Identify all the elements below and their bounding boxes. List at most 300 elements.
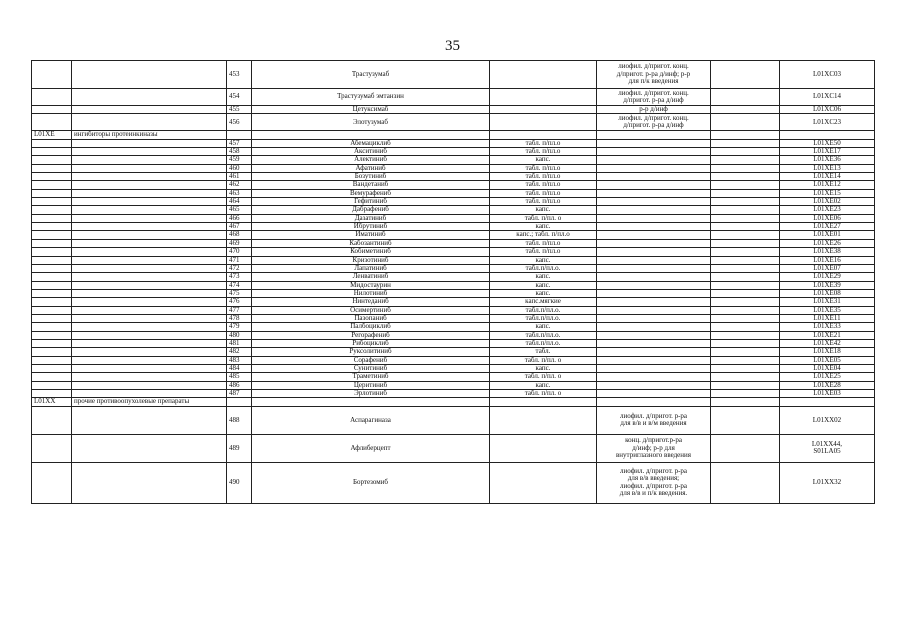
drug-name: Дабрафениб bbox=[252, 206, 490, 214]
dosage-form bbox=[490, 114, 597, 131]
drug-name: Иматиниб bbox=[252, 231, 490, 239]
group-cell bbox=[72, 306, 227, 314]
group-row bbox=[32, 398, 875, 406]
group-cell bbox=[72, 106, 227, 114]
drug-name: Палбоциклиб bbox=[252, 323, 490, 331]
atc-code: L01XE23 bbox=[780, 206, 875, 214]
dosage-form-detail bbox=[597, 462, 711, 503]
code-cell bbox=[32, 264, 72, 272]
table-row bbox=[32, 298, 875, 306]
table-row bbox=[32, 189, 875, 197]
group-cell bbox=[72, 314, 227, 322]
dosage-form-detail bbox=[597, 281, 711, 289]
drug-table bbox=[31, 60, 875, 504]
code-cell bbox=[32, 198, 72, 206]
code-cell bbox=[32, 223, 72, 231]
table-row bbox=[32, 173, 875, 181]
table-row bbox=[32, 164, 875, 172]
cell-line: для в/в введения; bbox=[627, 474, 680, 483]
dosage-form: табл.п/пл.о. bbox=[490, 264, 597, 272]
dosage-form: табл. п/пл. о bbox=[490, 373, 597, 381]
drug-name: Ибрутиниб bbox=[252, 223, 490, 231]
cell-line: лиофил. д/пригот. конц. bbox=[618, 114, 689, 122]
table-row bbox=[32, 306, 875, 314]
row-number: 472 bbox=[227, 264, 252, 272]
dosage-form-detail bbox=[597, 356, 711, 364]
row-number: 468 bbox=[227, 231, 252, 239]
empty-cell bbox=[711, 181, 780, 189]
atc-code: L01XE21 bbox=[780, 331, 875, 339]
empty-cell bbox=[711, 173, 780, 181]
drug-name: Эрлотиниб bbox=[252, 390, 490, 398]
code-cell bbox=[32, 206, 72, 214]
atc-code: L01XE04 bbox=[780, 364, 875, 372]
dosage-form-detail bbox=[597, 189, 711, 197]
group-cell bbox=[72, 223, 227, 231]
row-number: 490 bbox=[227, 462, 252, 503]
empty-cell bbox=[711, 462, 780, 503]
code-cell bbox=[32, 306, 72, 314]
dosage-form: капс. bbox=[490, 223, 597, 231]
dosage-form-detail bbox=[597, 298, 711, 306]
group-cell bbox=[72, 89, 227, 106]
row-number: 470 bbox=[227, 248, 252, 256]
dosage-form: табл.п/пл.о. bbox=[490, 339, 597, 347]
code-cell bbox=[32, 298, 72, 306]
empty-cell bbox=[711, 131, 780, 139]
row-number: 469 bbox=[227, 239, 252, 247]
drug-name: Сунитиниб bbox=[252, 364, 490, 372]
dosage-form bbox=[490, 406, 597, 434]
dosage-form: капс.мягкие bbox=[490, 298, 597, 306]
dosage-form-detail bbox=[597, 331, 711, 339]
dosage-form-detail bbox=[597, 348, 711, 356]
row-number: 456 bbox=[227, 114, 252, 131]
group-cell bbox=[72, 273, 227, 281]
drug-name: Акситиниб bbox=[252, 148, 490, 156]
code-cell bbox=[32, 406, 72, 434]
row-number: 458 bbox=[227, 148, 252, 156]
drug-name: Элотузумаб bbox=[252, 114, 490, 131]
atc-code: L01XE50 bbox=[780, 139, 875, 147]
drug-name: Вандетаниб bbox=[252, 181, 490, 189]
dosage-form: табл. п/пл.о bbox=[490, 139, 597, 147]
cell-line: д/инф; р-р для bbox=[632, 443, 675, 452]
group-cell bbox=[72, 434, 227, 462]
dosage-form-detail bbox=[597, 273, 711, 281]
dosage-form-detail bbox=[597, 289, 711, 297]
empty-cell bbox=[711, 273, 780, 281]
dosage-form-detail bbox=[597, 256, 711, 264]
row-number: 474 bbox=[227, 281, 252, 289]
group-cell bbox=[72, 181, 227, 189]
code-cell bbox=[32, 381, 72, 389]
table-row bbox=[32, 61, 875, 89]
atc-code: L01XE06 bbox=[780, 214, 875, 222]
table-row bbox=[32, 289, 875, 297]
code-cell bbox=[32, 139, 72, 147]
cell-line: для в/в и п/к введения. bbox=[619, 489, 688, 498]
cell-line: лиофил. д/пригот. конц. bbox=[618, 88, 689, 97]
row-number: 479 bbox=[227, 323, 252, 331]
drug-name: Церитиниб bbox=[252, 381, 490, 389]
atc-code: L01XE16 bbox=[780, 256, 875, 264]
empty-cell bbox=[490, 131, 597, 139]
group-cell bbox=[72, 198, 227, 206]
dosage-form-detail bbox=[597, 148, 711, 156]
group-cell bbox=[72, 173, 227, 181]
empty-cell bbox=[711, 306, 780, 314]
table-row bbox=[32, 206, 875, 214]
dosage-form-detail bbox=[597, 173, 711, 181]
dosage-form-detail bbox=[597, 390, 711, 398]
empty-cell bbox=[711, 339, 780, 347]
dosage-form-detail bbox=[597, 323, 711, 331]
atc-code: L01XC23 bbox=[780, 114, 875, 131]
empty-cell bbox=[711, 156, 780, 164]
table-row bbox=[32, 198, 875, 206]
atc-code: L01XE14 bbox=[780, 173, 875, 181]
dosage-form-detail bbox=[597, 339, 711, 347]
empty-cell bbox=[227, 131, 252, 139]
atc-code: L01XE02 bbox=[780, 198, 875, 206]
dosage-form: табл. п/пл. о bbox=[490, 214, 597, 222]
table-row bbox=[32, 239, 875, 247]
group-cell bbox=[72, 231, 227, 239]
table-row bbox=[32, 148, 875, 156]
table-row bbox=[32, 323, 875, 331]
empty-cell bbox=[711, 434, 780, 462]
drug-name: Бозутиниб bbox=[252, 173, 490, 181]
code-cell bbox=[32, 364, 72, 372]
group-cell bbox=[72, 239, 227, 247]
group-cell bbox=[72, 462, 227, 503]
drug-name: Осимертиниб bbox=[252, 306, 490, 314]
atc-code: L01XE28 bbox=[780, 381, 875, 389]
empty-cell bbox=[711, 239, 780, 247]
code-cell bbox=[32, 231, 72, 239]
group-cell bbox=[72, 256, 227, 264]
atc-code: L01XE36 bbox=[780, 156, 875, 164]
drug-name: Кобиметиниб bbox=[252, 248, 490, 256]
table-row bbox=[32, 89, 875, 106]
empty-cell bbox=[711, 356, 780, 364]
code-cell bbox=[32, 331, 72, 339]
dosage-form: капс. bbox=[490, 273, 597, 281]
dosage-form-detail bbox=[597, 156, 711, 164]
row-number: 473 bbox=[227, 273, 252, 281]
atc-code: L01XX32 bbox=[780, 462, 875, 503]
dosage-form: табл. п/пл. о bbox=[490, 390, 597, 398]
drug-name: Афатиниб bbox=[252, 164, 490, 172]
drug-name: Мидостаурин bbox=[252, 281, 490, 289]
row-number: 463 bbox=[227, 189, 252, 197]
dosage-form: табл. п/пл.о bbox=[490, 181, 597, 189]
empty-cell bbox=[711, 61, 780, 89]
atc-code bbox=[780, 434, 875, 462]
atc-line: S01LA05 bbox=[813, 447, 841, 456]
empty-cell bbox=[711, 406, 780, 434]
group-cell bbox=[72, 61, 227, 89]
group-cell bbox=[72, 323, 227, 331]
empty-cell bbox=[711, 189, 780, 197]
table-row bbox=[32, 314, 875, 322]
empty-cell bbox=[711, 89, 780, 106]
dosage-form: капс. bbox=[490, 156, 597, 164]
atc-code: L01XE11 bbox=[780, 314, 875, 322]
group-cell bbox=[72, 289, 227, 297]
group-cell bbox=[72, 156, 227, 164]
atc-code: L01XE15 bbox=[780, 189, 875, 197]
empty-cell bbox=[711, 114, 780, 131]
cell-line: лиофил. д/пригот. конц. bbox=[618, 62, 689, 71]
cell-line: внутриглазного введения bbox=[616, 450, 691, 459]
row-number: 480 bbox=[227, 331, 252, 339]
atc-code: L01XC14 bbox=[780, 89, 875, 106]
table-row bbox=[32, 114, 875, 131]
row-number: 467 bbox=[227, 223, 252, 231]
empty-cell bbox=[711, 198, 780, 206]
dosage-form-detail bbox=[597, 406, 711, 434]
group-cell bbox=[72, 281, 227, 289]
table-row bbox=[32, 156, 875, 164]
drug-name: Кризотиниб bbox=[252, 256, 490, 264]
dosage-form-detail bbox=[597, 61, 711, 89]
dosage-form-detail bbox=[597, 114, 711, 131]
page-number: 35 bbox=[445, 38, 460, 54]
atc-code: L01XE25 bbox=[780, 373, 875, 381]
atc-code: L01XX02 bbox=[780, 406, 875, 434]
code-cell bbox=[32, 339, 72, 347]
empty-cell bbox=[711, 248, 780, 256]
dosage-form: капс. bbox=[490, 289, 597, 297]
cell-line: для в/в и в/м введения bbox=[620, 419, 687, 428]
empty-cell bbox=[780, 398, 875, 406]
row-number: 475 bbox=[227, 289, 252, 297]
group-row bbox=[32, 131, 875, 139]
atc-code: L01XE38 bbox=[780, 248, 875, 256]
row-number: 485 bbox=[227, 373, 252, 381]
atc-code: L01XE13 bbox=[780, 164, 875, 172]
atc-code: L01XE12 bbox=[780, 181, 875, 189]
empty-cell bbox=[711, 373, 780, 381]
code-cell bbox=[32, 373, 72, 381]
cell-line: для п/к введения bbox=[628, 77, 679, 86]
row-number: 453 bbox=[227, 61, 252, 89]
table-row bbox=[32, 256, 875, 264]
drug-name: Бортезомиб bbox=[252, 462, 490, 503]
empty-cell bbox=[711, 164, 780, 172]
row-number: 465 bbox=[227, 206, 252, 214]
drug-name: Алектиниб bbox=[252, 156, 490, 164]
group-cell bbox=[72, 356, 227, 364]
drug-name: Нилотиниб bbox=[252, 289, 490, 297]
code-cell bbox=[32, 181, 72, 189]
code-cell bbox=[32, 173, 72, 181]
empty-cell bbox=[711, 139, 780, 147]
table-row bbox=[32, 381, 875, 389]
table-row bbox=[32, 106, 875, 114]
dosage-form-detail bbox=[597, 306, 711, 314]
code-cell bbox=[32, 239, 72, 247]
table-row bbox=[32, 434, 875, 462]
group-cell bbox=[72, 164, 227, 172]
empty-cell bbox=[490, 398, 597, 406]
group-title: прочие противоопухолевые препараты bbox=[72, 398, 227, 406]
code-cell bbox=[32, 323, 72, 331]
group-cell bbox=[72, 381, 227, 389]
dosage-form bbox=[490, 106, 597, 114]
empty-cell bbox=[711, 364, 780, 372]
drug-name: Дазатиниб bbox=[252, 214, 490, 222]
row-number: 459 bbox=[227, 156, 252, 164]
dosage-form-detail bbox=[597, 248, 711, 256]
atc-code: L01XE27 bbox=[780, 223, 875, 231]
dosage-form: табл. п/пл.о bbox=[490, 198, 597, 206]
dosage-form-detail bbox=[597, 106, 711, 114]
empty-cell bbox=[711, 298, 780, 306]
row-number: 487 bbox=[227, 390, 252, 398]
code-cell bbox=[32, 273, 72, 281]
atc-code: L01XE05 bbox=[780, 356, 875, 364]
empty-cell bbox=[711, 348, 780, 356]
code-cell bbox=[32, 356, 72, 364]
code-cell bbox=[32, 289, 72, 297]
dosage-form bbox=[490, 434, 597, 462]
dosage-form-detail bbox=[597, 364, 711, 372]
code-cell bbox=[32, 256, 72, 264]
drug-name: Руксолитиниб bbox=[252, 348, 490, 356]
drug-name: Кабозантиниб bbox=[252, 239, 490, 247]
cell-line: конц. д/пригот.р-ра bbox=[625, 436, 682, 445]
group-cell bbox=[72, 298, 227, 306]
cell-line: р-р д/инф bbox=[639, 105, 668, 113]
empty-cell bbox=[711, 289, 780, 297]
table-row bbox=[32, 273, 875, 281]
code-cell bbox=[32, 106, 72, 114]
empty-cell bbox=[711, 281, 780, 289]
dosage-form-detail bbox=[597, 198, 711, 206]
atc-code: L01XE01 bbox=[780, 231, 875, 239]
table-row bbox=[32, 373, 875, 381]
atc-code: L01XE35 bbox=[780, 306, 875, 314]
empty-cell bbox=[711, 323, 780, 331]
empty-cell bbox=[711, 206, 780, 214]
dosage-form-detail bbox=[597, 239, 711, 247]
atc-code: L01XC06 bbox=[780, 106, 875, 114]
group-cell bbox=[72, 339, 227, 347]
table-row bbox=[32, 390, 875, 398]
cell-line: лиофил. д/пригот. р-ра bbox=[619, 481, 688, 490]
dosage-form: капс. bbox=[490, 364, 597, 372]
row-number: 483 bbox=[227, 356, 252, 364]
code-cell bbox=[32, 156, 72, 164]
drug-name: Трастузумаб эмтанзин bbox=[252, 89, 490, 106]
table-row bbox=[32, 406, 875, 434]
empty-cell bbox=[711, 390, 780, 398]
cell-line: д/пригот. р-ра д/инф bbox=[623, 96, 684, 104]
dosage-form: табл. п/пл.о bbox=[490, 173, 597, 181]
empty-cell bbox=[711, 214, 780, 222]
empty-cell bbox=[711, 148, 780, 156]
empty-cell bbox=[252, 131, 490, 139]
empty-cell bbox=[252, 398, 490, 406]
dosage-form-detail bbox=[597, 264, 711, 272]
table-row bbox=[32, 331, 875, 339]
drug-name: Регорафениб bbox=[252, 331, 490, 339]
dosage-form: капс. bbox=[490, 206, 597, 214]
row-number: 489 bbox=[227, 434, 252, 462]
row-number: 455 bbox=[227, 106, 252, 114]
empty-cell bbox=[597, 131, 711, 139]
row-number: 488 bbox=[227, 406, 252, 434]
code-cell bbox=[32, 114, 72, 131]
row-number: 464 bbox=[227, 198, 252, 206]
table-row bbox=[32, 348, 875, 356]
atc-code: L01XE07 bbox=[780, 264, 875, 272]
dosage-form-detail bbox=[597, 434, 711, 462]
row-number: 471 bbox=[227, 256, 252, 264]
code-cell bbox=[32, 434, 72, 462]
table-row bbox=[32, 281, 875, 289]
table-row bbox=[32, 264, 875, 272]
code-cell bbox=[32, 189, 72, 197]
dosage-form-detail bbox=[597, 314, 711, 322]
drug-name: Цетуксимаб bbox=[252, 106, 490, 114]
dosage-form: табл. п/пл.о bbox=[490, 164, 597, 172]
code-cell bbox=[32, 89, 72, 106]
row-number: 481 bbox=[227, 339, 252, 347]
dosage-form: капс. bbox=[490, 323, 597, 331]
atc-code: L01XE39 bbox=[780, 281, 875, 289]
drug-name: Сорафениб bbox=[252, 356, 490, 364]
dosage-form-detail bbox=[597, 214, 711, 222]
row-number: 486 bbox=[227, 381, 252, 389]
table-row bbox=[32, 231, 875, 239]
group-cell bbox=[72, 206, 227, 214]
table-row bbox=[32, 364, 875, 372]
empty-cell bbox=[711, 231, 780, 239]
code-cell bbox=[32, 148, 72, 156]
dosage-form-detail bbox=[597, 139, 711, 147]
code-cell bbox=[32, 281, 72, 289]
dosage-form: табл. bbox=[490, 348, 597, 356]
group-cell bbox=[72, 406, 227, 434]
code-cell bbox=[32, 462, 72, 503]
table-row bbox=[32, 139, 875, 147]
group-code: L01XX bbox=[32, 398, 72, 406]
dosage-form-detail bbox=[597, 373, 711, 381]
empty-cell bbox=[711, 264, 780, 272]
drug-name: Лапатиниб bbox=[252, 264, 490, 272]
code-cell bbox=[32, 164, 72, 172]
atc-code: L01XE03 bbox=[780, 390, 875, 398]
dosage-form-detail bbox=[597, 223, 711, 231]
dosage-form-detail bbox=[597, 231, 711, 239]
empty-cell bbox=[780, 131, 875, 139]
group-cell bbox=[72, 373, 227, 381]
code-cell bbox=[32, 390, 72, 398]
group-cell bbox=[72, 114, 227, 131]
cell-line: д/пригот. р-ра д/инф bbox=[623, 121, 684, 130]
empty-cell bbox=[711, 331, 780, 339]
dosage-form-detail bbox=[597, 381, 711, 389]
drug-name: Трастузумаб bbox=[252, 61, 490, 89]
atc-code: L01XE33 bbox=[780, 323, 875, 331]
dosage-form: табл.п/пл.о. bbox=[490, 314, 597, 322]
row-number: 477 bbox=[227, 306, 252, 314]
row-number: 460 bbox=[227, 164, 252, 172]
